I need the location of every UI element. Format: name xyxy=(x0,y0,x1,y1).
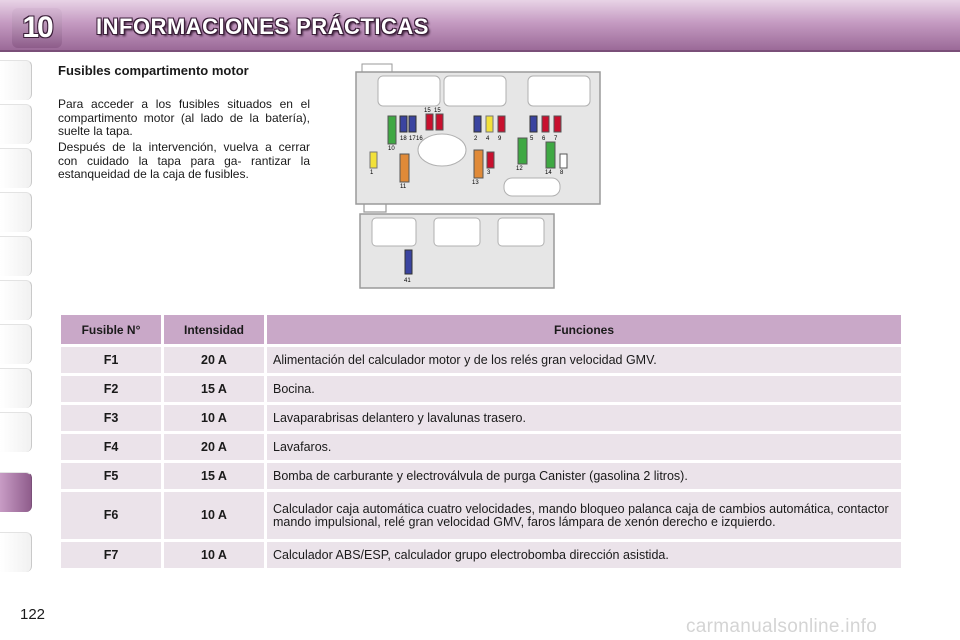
instruction-paragraph-2: Después de la intervención, vuelva a cerrar con cuidado la tapa para ga- rantizar la estanqueidad de la caja de fusibles. xyxy=(58,140,310,181)
table-row xyxy=(61,376,901,402)
fuse-label-3: 3 xyxy=(487,170,491,176)
function-cell: Calculador caja automática cuatro velocidades, mando bloqueo palanca caja de cambios automática, contactor mando impulsional, relé gran velocidad GMV, faros lámpara de xenón derecho e izquierdo. xyxy=(267,492,901,539)
fuse-label-11: 11 xyxy=(400,184,407,190)
chapter-number-badge: 10 xyxy=(12,8,62,48)
side-tab-10-active[interactable] xyxy=(0,472,32,512)
function-cell: Lavafaros. xyxy=(267,434,901,460)
intensity-cell: 10 A xyxy=(164,405,264,431)
table-header-row xyxy=(61,315,901,344)
side-tab-3[interactable] xyxy=(0,148,32,188)
intensity-cell: 20 A xyxy=(164,434,264,460)
table-row xyxy=(61,347,901,373)
side-tab-5[interactable] xyxy=(0,236,32,276)
fuse-label-4: 4 xyxy=(486,136,490,142)
side-tab-8[interactable] xyxy=(0,368,32,408)
intensity-cell: 15 A xyxy=(164,376,264,402)
col-header-intensity: Intensidad xyxy=(164,315,264,344)
fuse-label-2: 2 xyxy=(474,136,478,142)
chapter-side-tabs xyxy=(0,60,34,580)
table-row xyxy=(61,492,901,539)
fuse-label-6: 6 xyxy=(542,136,546,142)
table-row xyxy=(61,463,901,489)
section-title: Fusibles compartimento motor xyxy=(58,63,249,78)
fuse-number-cell: F1 xyxy=(61,347,161,373)
intensity-cell: 20 A xyxy=(164,347,264,373)
fuse-label-41: 41 xyxy=(404,278,411,284)
fuse-label-12: 12 xyxy=(516,166,523,172)
function-cell: Alimentación del calculador motor y de los relés gran velocidad GMV. xyxy=(267,347,901,373)
fuse-label-10: 10 xyxy=(388,146,395,152)
fuse-label-15a: 15 xyxy=(424,108,431,114)
fuse-label-18: 18 xyxy=(400,136,407,142)
side-tab-9[interactable] xyxy=(0,412,32,452)
fuse-table xyxy=(58,312,904,571)
table-row xyxy=(61,542,901,568)
function-cell: Calculador ABS/ESP, calculador grupo electrobomba dirección asistida. xyxy=(267,542,901,568)
header-divider xyxy=(0,50,960,52)
intensity-cell: 15 A xyxy=(164,463,264,489)
fuse-label-13: 13 xyxy=(472,180,479,186)
table-row xyxy=(61,434,901,460)
chapter-title: INFORMACIONES PRÁCTICAS xyxy=(96,14,429,39)
function-cell: Bomba de carburante y electroválvula de purga Canister (gasolina 2 litros). xyxy=(267,463,901,489)
side-tab-1[interactable] xyxy=(0,60,32,100)
function-cell: Bocina. xyxy=(267,376,901,402)
function-cell: Lavaparabrisas delantero y lavalunas trasero. xyxy=(267,405,901,431)
fuse-number-cell: F5 xyxy=(61,463,161,489)
fuse-label-8: 8 xyxy=(560,170,564,176)
intensity-cell: 10 A xyxy=(164,492,264,539)
side-tab-6[interactable] xyxy=(0,280,32,320)
instruction-paragraph-1: Para acceder a los fusibles situados en el compartimento motor (al lado de la batería), suelte la tapa. xyxy=(58,97,310,138)
side-tab-2[interactable] xyxy=(0,104,32,144)
table-row xyxy=(61,405,901,431)
fuse-label-15b: 15 xyxy=(434,108,441,114)
fuse-number-cell: F6 xyxy=(61,492,161,539)
fuse-number-cell: F2 xyxy=(61,376,161,402)
fuse-number-cell: F4 xyxy=(61,434,161,460)
fuse-label-9: 9 xyxy=(498,136,502,142)
fuse-label-7: 7 xyxy=(554,136,558,142)
fuse-label-1: 1 xyxy=(370,170,374,176)
fuse-label-5: 5 xyxy=(530,136,534,142)
fuse-label-17: 17 xyxy=(409,136,416,142)
fuse-number-cell: F7 xyxy=(61,542,161,568)
side-tab-7[interactable] xyxy=(0,324,32,364)
side-tab-4[interactable] xyxy=(0,192,32,232)
fuse-label-16: 16 xyxy=(416,136,423,142)
watermark: carmanualsonline.info xyxy=(686,616,878,637)
col-header-functions: Funciones xyxy=(267,315,901,344)
page-number: 122 xyxy=(20,606,46,623)
fuse-label-14: 14 xyxy=(545,170,552,176)
fuse-box-diagram xyxy=(350,62,610,290)
side-tab-11[interactable] xyxy=(0,532,32,572)
intensity-cell: 10 A xyxy=(164,542,264,568)
fuse-number-cell: F3 xyxy=(61,405,161,431)
col-header-fuse-number: Fusible N° xyxy=(61,315,161,344)
